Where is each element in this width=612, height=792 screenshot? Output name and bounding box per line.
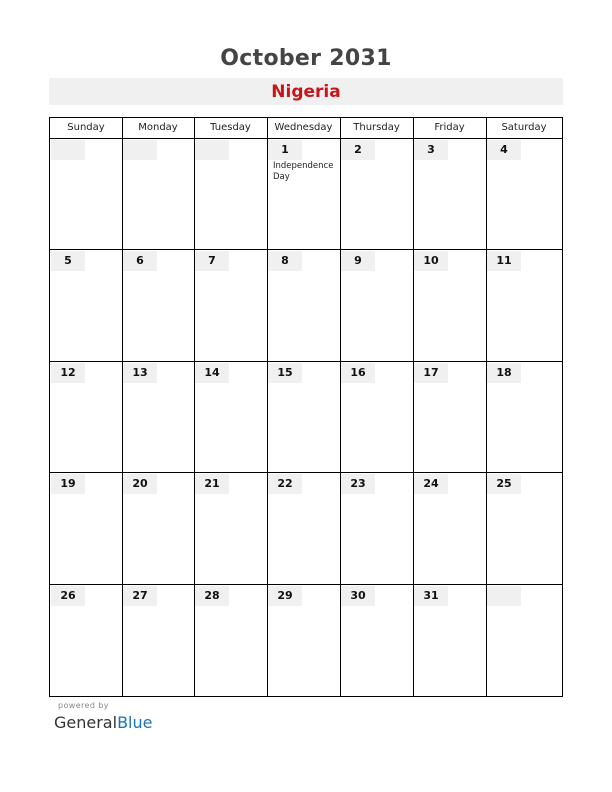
weekday-header-sunday: Sunday <box>67 122 105 133</box>
day-number: 6 <box>123 251 157 271</box>
day-number: 7 <box>195 251 229 271</box>
calendar-day-cell <box>50 250 122 361</box>
day-number: 24 <box>414 474 448 494</box>
calendar-day-cell <box>413 473 486 584</box>
calendar-day-cell <box>413 585 486 695</box>
calendar-day-cell <box>194 473 267 584</box>
day-number: 15 <box>268 363 302 383</box>
calendar-grid <box>49 117 563 697</box>
day-number: 4 <box>487 140 521 160</box>
calendar-day-cell <box>267 362 340 472</box>
day-number: 22 <box>268 474 302 494</box>
calendar-day-cell <box>413 250 486 361</box>
weekday-header-friday: Friday <box>434 122 465 133</box>
day-number: 9 <box>341 251 375 271</box>
day-number: 19 <box>51 474 85 494</box>
day-number: 2 <box>341 140 375 160</box>
calendar-day-cell <box>340 250 413 361</box>
day-number: 11 <box>487 251 521 271</box>
weekday-header-monday: Monday <box>138 122 178 133</box>
calendar-day-cell <box>122 362 194 472</box>
day-number: 16 <box>341 363 375 383</box>
page-title: October 2031 <box>220 46 392 71</box>
calendar-day-cell <box>340 362 413 472</box>
day-number: 23 <box>341 474 375 494</box>
calendar-day-cell <box>50 362 122 472</box>
calendar-day-cell <box>486 473 562 584</box>
day-number: 20 <box>123 474 157 494</box>
generalblue-logo[interactable] <box>54 713 152 732</box>
calendar-day-cell <box>122 250 194 361</box>
calendar-day-cell <box>194 362 267 472</box>
day-number: 5 <box>51 251 85 271</box>
day-number: 13 <box>123 363 157 383</box>
calendar-day-cell <box>486 585 562 695</box>
weekday-header-tuesday: Tuesday <box>210 122 251 133</box>
calendar-day-cell <box>267 139 340 249</box>
day-number <box>51 140 85 160</box>
calendar-day-cell <box>50 473 122 584</box>
day-number: 30 <box>341 586 375 606</box>
calendar-day-cell <box>486 250 562 361</box>
calendar-day-cell <box>122 473 194 584</box>
calendar-day-cell <box>340 473 413 584</box>
calendar-day-cell <box>194 250 267 361</box>
weekday-header-thursday: Thursday <box>353 122 400 133</box>
calendar-day-cell <box>267 585 340 695</box>
weekday-header-saturday: Saturday <box>501 122 547 133</box>
country-name: Nigeria <box>271 82 341 102</box>
calendar-day-cell <box>122 585 194 695</box>
calendar-day-cell <box>194 139 267 249</box>
calendar-day-cell <box>267 250 340 361</box>
day-number: 14 <box>195 363 229 383</box>
day-number: 21 <box>195 474 229 494</box>
day-number: 10 <box>414 251 448 271</box>
weekday-header-wednesday: Wednesday <box>274 122 333 133</box>
calendar-day-cell <box>413 139 486 249</box>
brand-general-text: General <box>54 713 118 732</box>
day-number: 12 <box>51 363 85 383</box>
day-number: 28 <box>195 586 229 606</box>
calendar-day-cell <box>194 585 267 695</box>
day-number: 25 <box>487 474 521 494</box>
day-number: 3 <box>414 140 448 160</box>
day-number: 8 <box>268 251 302 271</box>
powered-by-text: powered by <box>58 701 109 710</box>
calendar-day-cell <box>486 139 562 249</box>
calendar-day-cell <box>122 139 194 249</box>
day-number: 1 <box>268 140 302 160</box>
day-number: 29 <box>268 586 302 606</box>
calendar-day-cell <box>413 362 486 472</box>
holiday-label: Independence Day <box>273 161 334 182</box>
day-number: 27 <box>123 586 157 606</box>
day-number <box>123 140 157 160</box>
day-number: 17 <box>414 363 448 383</box>
calendar-day-cell <box>50 585 122 695</box>
calendar-day-cell <box>267 473 340 584</box>
calendar-day-cell <box>340 585 413 695</box>
calendar-day-cell <box>486 362 562 472</box>
day-number: 31 <box>414 586 448 606</box>
country-banner <box>49 78 563 105</box>
day-number: 18 <box>487 363 521 383</box>
day-number <box>487 586 521 606</box>
calendar-day-cell <box>340 139 413 249</box>
calendar-day-cell <box>50 139 122 249</box>
day-number: 26 <box>51 586 85 606</box>
brand-blue-text: Blue <box>117 713 153 732</box>
day-number <box>195 140 229 160</box>
